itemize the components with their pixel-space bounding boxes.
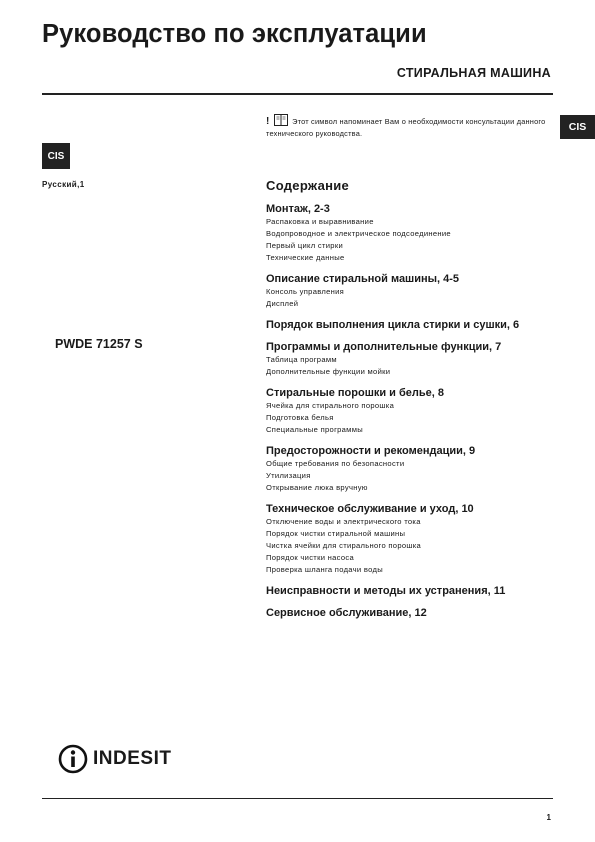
- model-name: PWDE 71257 S: [55, 337, 143, 351]
- toc-section: [266, 318, 566, 332]
- header-divider: [42, 93, 553, 95]
- toc-section: [266, 606, 566, 620]
- toc-item: Первый цикл стирки: [266, 241, 343, 250]
- toc-item: Консоль управления: [266, 287, 345, 296]
- toc-item: Водопроводное и электрическое подсоединение: [266, 229, 451, 238]
- toc-item: Отключение воды и электрического тока: [266, 517, 421, 526]
- brand-wordmark: INDESIT: [93, 748, 172, 769]
- toc-item: Таблица программ: [266, 355, 337, 364]
- toc-section-title: Сервисное обслуживание, 12: [266, 607, 427, 619]
- document-subtitle: СТИРАЛЬНАЯ МАШИНА: [396, 66, 551, 80]
- region-badge-left: CIS: [42, 143, 70, 169]
- toc-item: Дисплей: [266, 299, 299, 308]
- toc-section-title: Порядок выполнения цикла стирки и сушки, 6: [266, 319, 520, 331]
- toc-section: [266, 502, 566, 576]
- toc-section-title: Стиральные порошки и белье, 8: [266, 387, 445, 399]
- exclamation-mark: !: [266, 116, 270, 127]
- toc-sections: [266, 202, 566, 620]
- toc-section-title: Техническое обслуживание и уход, 10: [266, 503, 474, 515]
- toc-section: [266, 272, 566, 310]
- toc-section-title: Предосторожности и рекомендации, 9: [266, 445, 476, 457]
- toc-item: Открывание люка вручную: [266, 483, 368, 492]
- toc-item: Ячейка для стирального порошка: [266, 401, 395, 410]
- page-title: Руководство по эксплуатации: [42, 20, 427, 48]
- toc-section: [266, 386, 566, 436]
- toc-heading: Содержание: [266, 178, 350, 193]
- brand-logo: [58, 744, 171, 774]
- toc-item: Проверка шланга подачи воды: [266, 565, 383, 574]
- region-badge-right: CIS: [560, 115, 595, 139]
- toc-section-title: Программы и дополнительные функции, 7: [266, 341, 502, 353]
- toc-item: Порядок чистки стиральной машины: [266, 529, 406, 538]
- toc-item: Подготовка белья: [266, 413, 334, 422]
- toc-item: Технические данные: [266, 253, 345, 262]
- book-icon: [274, 114, 288, 126]
- toc-section-title: Монтаж, 2-3: [266, 203, 330, 215]
- toc-item: Утилизация: [266, 471, 311, 480]
- toc-section-title: Описание стиральной машины, 4-5: [266, 273, 460, 285]
- toc-section: [266, 444, 566, 494]
- toc-item: Общие требования по безопасности: [266, 459, 405, 468]
- toc-item: Специальные программы: [266, 425, 363, 434]
- table-of-contents: [266, 178, 566, 628]
- manual-notice: [266, 114, 552, 140]
- language-label: Русский,1: [42, 180, 85, 189]
- toc-section: [266, 340, 566, 378]
- notice-text: Этот символ напоминает Вам о необходимости консультации данного технического руководства.: [266, 117, 546, 138]
- toc-item: Распаковка и выравнивание: [266, 217, 374, 226]
- toc-item: Порядок чистки насоса: [266, 553, 355, 562]
- toc-item: Чистка ячейки для стирального порошка: [266, 541, 422, 550]
- indesit-logo-icon: [58, 744, 88, 774]
- footer-divider: [42, 798, 553, 799]
- toc-item: Дополнительные функции мойки: [266, 367, 391, 376]
- page-number: 1: [546, 813, 551, 822]
- toc-section: [266, 202, 566, 264]
- toc-section-title: Неисправности и методы их устранения, 11: [266, 585, 506, 597]
- toc-section: [266, 584, 566, 598]
